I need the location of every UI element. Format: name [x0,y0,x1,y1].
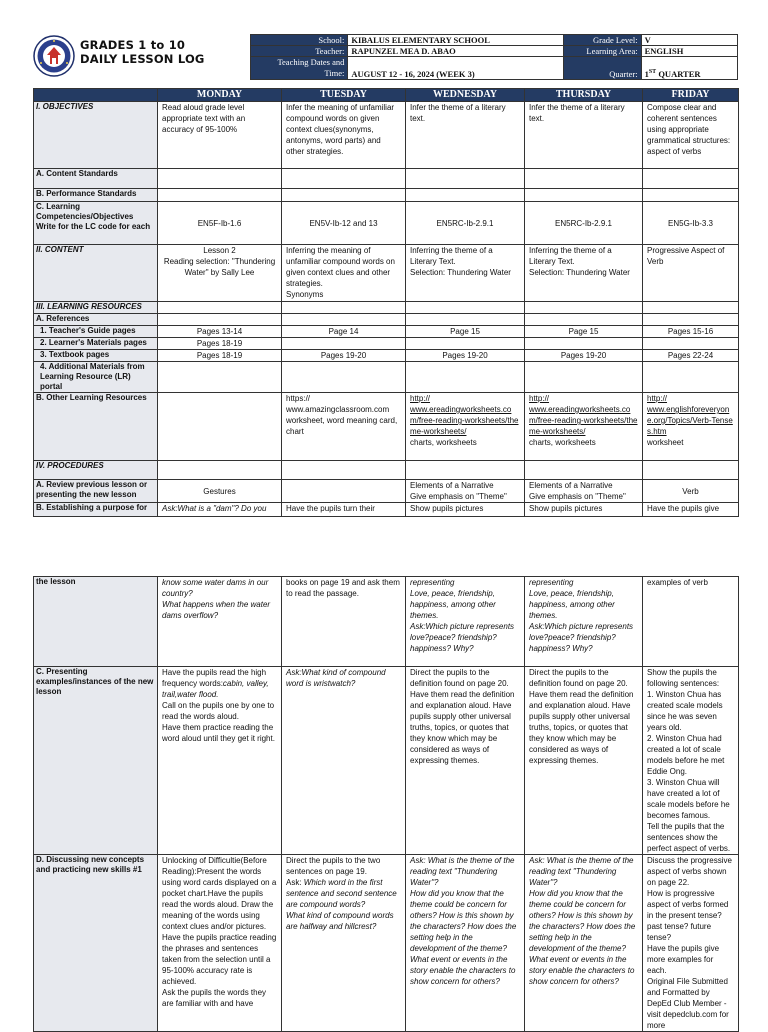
table-cell: http:// www.ereadingworksheets.com/free-reading-worksheets/theme-worksheets/ charts, worksheets [525,393,643,461]
table-cell: books on page 19 and ask them to read the passage. [282,577,406,667]
performance-standards-row [34,189,739,202]
table-cell: representing Love, peace, friendship, happiness, among other themes. Ask:Which picture represents love?peace? friendship?happiness? Why? [525,577,643,667]
table-cell: Page 15 [525,326,643,338]
table-cell: Have the pupils read the high frequency words:cabin, valley, trail,water flood. Call on the pupils one by one to read the words aloud. Have them practice reading the word aloud until they get it right. [158,667,282,855]
learning-resources-row [34,302,739,314]
document-title: GRADES 1 to 10 DAILY LESSON LOG [80,38,205,66]
teacher-value: RAPUNZEL MEA D. ABAO [348,46,563,57]
row-label: 2. Learner's Materials pages [34,338,158,350]
row-label: III. LEARNING RESOURCES [34,302,158,314]
row-label: C. Learning Competencies/Objectives Write for the LC code for each [34,202,158,245]
daily-lesson-table-continued [33,576,739,1032]
competencies-row [34,202,739,245]
review-row [34,480,739,503]
table-cell: Pages 19-20 [282,350,406,362]
resource-link[interactable]: http:// www.englishforeveryone.org/Topics/Verb-Tenses.htm [647,394,733,436]
table-cell: Unlocking of Difficultie(Before Reading):Present the words using word cards displayed on a pocket chart.Have the pupils read the words aloud. Draw the meaning of the words using context clues and/or pictures. Have the pupils practice reading the phrases and sentences taken from the selection until a 95-100% accuracy rate is achieved. Ask the pupils the words they are familiar with and have [158,855,282,1032]
table-cell: representing Love, peace, friendship, happiness, among other themes. Ask:Which picture represents love?peace? friendship?happiness? Why? [406,577,525,667]
table-cell: Ask:What kind of compound word is wristwatch? [282,667,406,855]
row-label: 4. Additional Materials from Learning Resource (LR) portal [34,362,158,393]
day-tuesday: TUESDAY [282,89,406,102]
table-cell: Inferring the meaning of unfamiliar compound words on given context clues and other strategies. Synonyms [282,245,406,302]
table-cell: EN5RC-Ib-2.9.1 [525,202,643,245]
table-cell: Discuss the progressive aspect of verbs shown on page 22. How is progressive aspect of verbs formed in the present tense? past tense? future tense? Have the pupils give more examples for each. Original File Submitted and Formatted by DepEd Club Member - visit depedclub.com for more [643,855,739,1032]
table-cell: Infer the theme of a literary text. [525,102,643,169]
table-cell: Direct the pupils to the two sentences on page 19. Ask: Which word in the first sentence and second sentence are compound words? What kind of compound words are halfway and hillcrest? [282,855,406,1032]
quarter-label: Quarter: [563,57,641,80]
row-label: A. References [34,314,158,326]
school-value: KIBALUS ELEMENTARY SCHOOL [348,35,563,46]
table-cell: Elements of a Narrative Give emphasis on "Theme" [525,480,643,503]
row-label: A. Review previous lesson or presenting the new lesson [34,480,158,503]
table-cell: http:// www.ereadingworksheets.com/free-reading-worksheets/theme-worksheets/ charts, worksheets [406,393,525,461]
table-cell: Elements of a Narrative Give emphasis on "Theme" [406,480,525,503]
table-cell: Pages 18-19 [158,350,282,362]
deped-seal-logo [33,35,75,77]
table-cell: Show pupils pictures [525,503,643,517]
table-cell: Gestures [158,480,282,503]
table-cell: Pages 19-20 [525,350,643,362]
purpose-row [34,503,739,517]
table-cell: Verb [643,480,739,503]
procedures-row [34,461,739,480]
table-cell: Read aloud grade level appropriate text with an accuracy of 95-100% [158,102,282,169]
row-label: D. Discussing new concepts and practicing new skills #1 [34,855,158,1032]
day-friday: FRIDAY [643,89,739,102]
table-cell: Ask:What is a "dam"? Do you [158,503,282,517]
table-cell: Pages 22-24 [643,350,739,362]
row-label: 3. Textbook pages [34,350,158,362]
dates-label: Teaching Dates and Time: [251,57,348,80]
other-resources-row [34,393,739,461]
table-cell: Infer the meaning of unfamiliar compound words on given context clues(synonyms, antonyms, word parts) and other strategies. [282,102,406,169]
table-cell: EN5RC-Ib-2.9.1 [406,202,525,245]
table-cell: Compose clear and coherent sentences using appropriate grammatical structures: aspect of verbs [643,102,739,169]
table-cell: Page 15 [406,326,525,338]
school-info-table [250,34,738,80]
discussing-concepts-row [34,855,739,1032]
objectives-row [34,102,739,169]
table-cell: EN5G-Ib-3.3 [643,202,739,245]
table-cell: Direct the pupils to the definition found on page 20. Have them read the definition and explanation aloud. Have pupils supply other universal truths, topics, or quotes that they know which may be considered as ways of expressing themes. [406,667,525,855]
grade-level-label: Grade Level: [563,35,641,46]
table-cell: Inferring the theme of a Literary Text. Selection: Thundering Water [525,245,643,302]
row-label: the lesson [34,577,158,667]
table-cell: Infer the theme of a literary text. [406,102,525,169]
table-cell: know some water dams in our country? What happens when the water dams overflow? [158,577,282,667]
textbook-row [34,350,739,362]
teacher-label: Teacher: [251,46,348,57]
table-cell: EN5F-Ib-1.6 [158,202,282,245]
table-cell: examples of verb [643,577,739,667]
table-cell: https:// www.amazingclassroom.com worksheet, word meaning card, chart [282,393,406,461]
row-label: B. Establishing a purpose for [34,503,158,517]
table-cell: Pages 19-20 [406,350,525,362]
quarter-value: 1ST QUARTER [641,57,737,80]
row-label: A. Content Standards [34,169,158,189]
day-wednesday: WEDNESDAY [406,89,525,102]
resource-link[interactable]: http:// www.ereadingworksheets.com/free-reading-worksheets/theme-worksheets/ [410,394,519,436]
table-cell: Ask: What is the theme of the reading text "Thundering Water"? How did you know that the theme could be concern for others? How is this shown by the characters? How does the setting help in the development of the theme? What event or events in the story enable the characters to show concern for others? [406,855,525,1032]
grade-level-value: V [641,35,737,46]
table-cell: Pages 18-19 [158,338,282,350]
row-label: B. Other Learning Resources [34,393,158,461]
corner-cell [34,89,158,102]
table-cell: Pages 15-16 [643,326,739,338]
presenting-examples-row [34,667,739,855]
row-label: I. OBJECTIVES [34,102,158,169]
row-label: II. CONTENT [34,245,158,302]
table-cell: Ask: What is the theme of the reading text "Thundering Water"? How did you know that the theme could be concern for others? How is this shown by the characters? How does the setting help in the development of the theme? What event or events in the story enable the characters to show concern for others? [525,855,643,1032]
table-cell: Show the pupils the following sentences: 1. Winston Chua has created scale models since he was seven years old. 2. Winston Chua had created a lot of scale models before he met Eddie Ong. 3. Winston Chua will have created a lot of scale models before he becomes famous. Tell the pupils that the sentences show the perfect aspect of verbs. [643,667,739,855]
learning-area-value: ENGLISH [641,46,737,57]
school-label: School: [251,35,348,46]
teachers-guide-row [34,326,739,338]
table-cell: Progressive Aspect of Verb [643,245,739,302]
dates-value: AUGUST 12 - 16, 2024 (WEEK 3) [348,57,563,80]
learners-materials-row [34,338,739,350]
content-standards-row [34,169,739,189]
table-cell [282,480,406,503]
table-cell: Show pupils pictures [406,503,525,517]
row-label: IV. PROCEDURES [34,461,158,480]
table-cell: Lesson 2 Reading selection: "Thundering Water" by Sally Lee [158,245,282,302]
row-label: C. Presenting examples/instances of the new lesson [34,667,158,855]
lr-portal-row [34,362,739,393]
row-label: B. Performance Standards [34,189,158,202]
table-cell: Inferring the theme of a Literary Text. Selection: Thundering Water [406,245,525,302]
table-cell: Pages 13-14 [158,326,282,338]
table-cell: Page 14 [282,326,406,338]
learning-area-label: Learning Area: [563,46,641,57]
day-monday: MONDAY [158,89,282,102]
content-row [34,245,739,302]
table-cell: Have the pupils turn their [282,503,406,517]
resource-link[interactable]: http:// www.ereadingworksheets.com/free-reading-worksheets/theme-worksheets/ [529,394,638,436]
table-cell: http:// www.englishforeveryone.org/Topics/Verb-Tenses.htm worksheet [643,393,739,461]
table-cell: Have the pupils give [643,503,739,517]
row-label: 1. Teacher's Guide pages [34,326,158,338]
day-thursday: THURSDAY [525,89,643,102]
table-cell: Direct the pupils to the definition found on page 20. Have them read the definition and explanation aloud. Have pupils supply other universal truths, topics, or quotes that they know which may be considered as ways of expressing themes. [525,667,643,855]
lesson-log-header [33,34,738,80]
table-cell: EN5V-Ib-12 and 13 [282,202,406,245]
table-cell [158,393,282,461]
day-header-row [34,89,739,102]
purpose-continued-row [34,577,739,667]
daily-lesson-table [33,88,739,517]
references-row [34,314,739,326]
